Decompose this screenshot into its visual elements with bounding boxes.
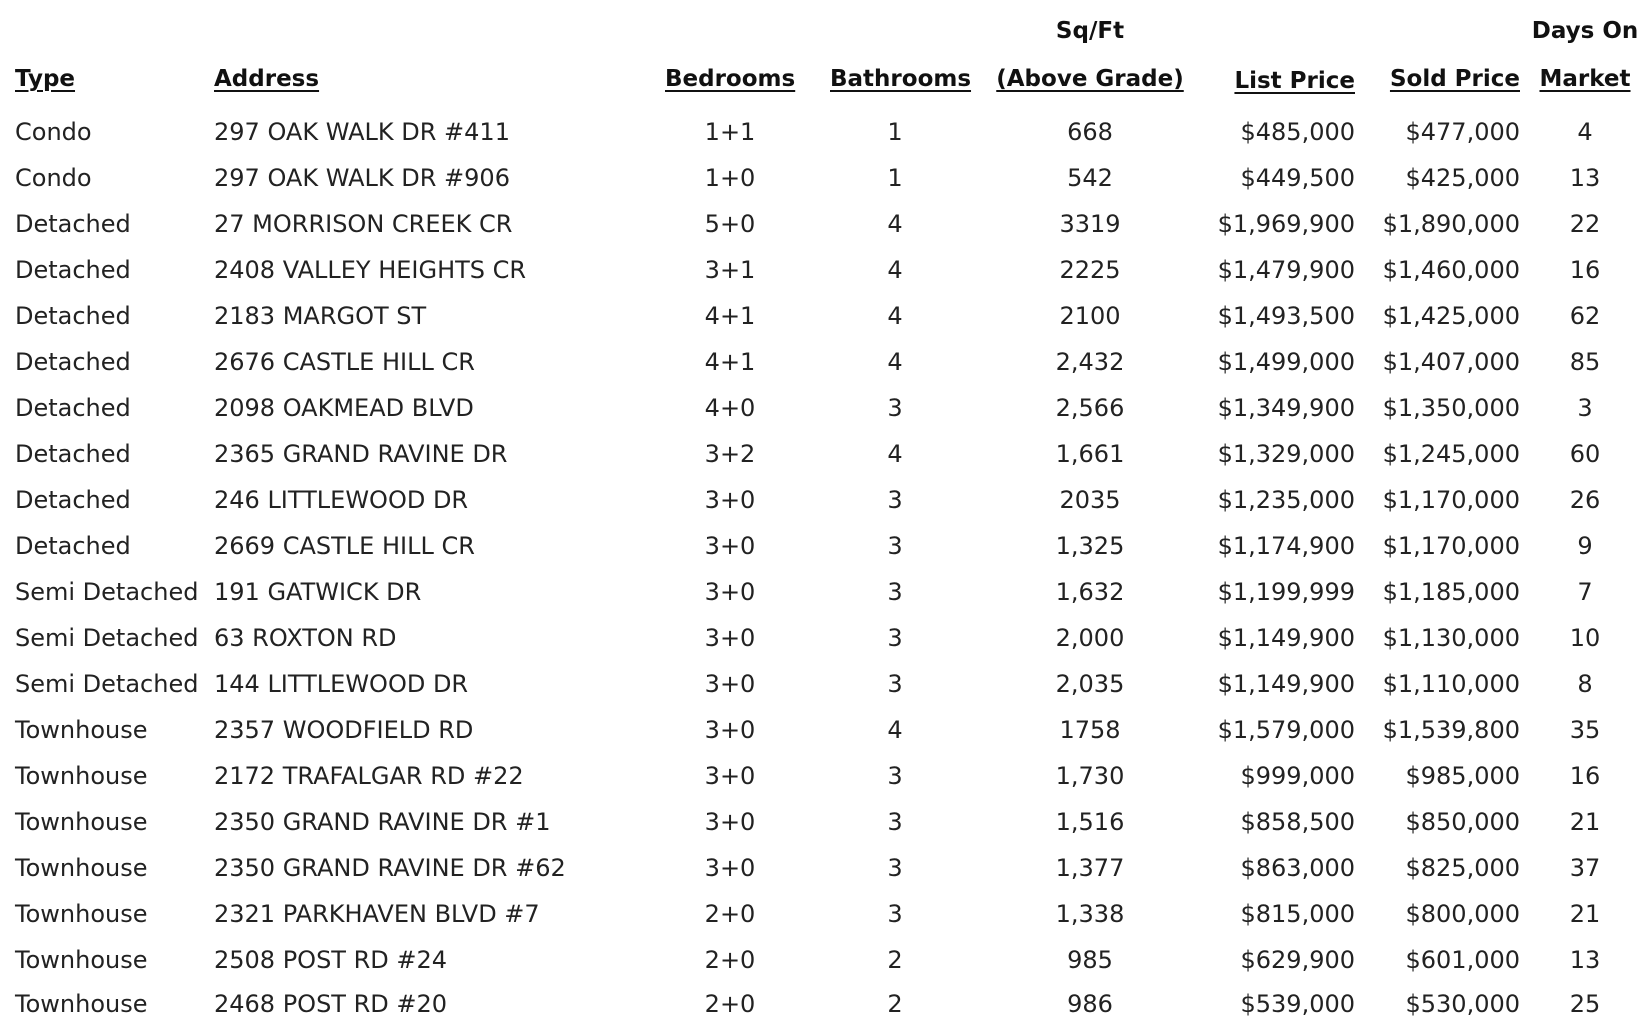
cell-days-on-market: 16 (1569, 256, 1601, 284)
cell-days-on-market: 26 (1569, 486, 1601, 514)
cell-days-on-market: 13 (1569, 946, 1601, 974)
cell-sqft: 2,566 (1055, 394, 1125, 422)
cell-sold-price: $1,130,000 (1382, 624, 1520, 652)
cell-days-on-market: 9 (1577, 532, 1593, 560)
table-row (0, 158, 1650, 204)
cell-sqft: 1,325 (1055, 532, 1125, 560)
cell-bathrooms: 3 (887, 624, 903, 652)
cell-sqft: 3319 (1059, 210, 1121, 238)
header-sold-price: Sold Price (1389, 66, 1520, 92)
cell-days-on-market: 13 (1569, 164, 1601, 192)
cell-list-price: $1,479,900 (1217, 256, 1355, 284)
cell-sold-price: $1,185,000 (1382, 578, 1520, 606)
cell-sqft: 1,661 (1055, 440, 1125, 468)
cell-address: 2183 MARGOT ST (214, 302, 427, 330)
header-sqft-bottom: (Above Grade) (996, 66, 1184, 92)
cell-sold-price: $1,539,800 (1382, 716, 1520, 744)
cell-address: 144 LITTLEWOOD DR (214, 670, 469, 698)
cell-sqft: 2225 (1059, 256, 1121, 284)
cell-bedrooms: 4+1 (704, 302, 756, 330)
cell-list-price: $1,199,999 (1217, 578, 1355, 606)
header-bathrooms: Bathrooms (830, 66, 972, 92)
cell-address: 2676 CASTLE HILL CR (214, 348, 475, 376)
table-row (0, 112, 1650, 158)
cell-bathrooms: 4 (887, 440, 903, 468)
cell-bedrooms: 2+0 (704, 946, 756, 974)
cell-bedrooms: 3+2 (704, 440, 756, 468)
cell-sold-price: $985,000 (1405, 762, 1520, 790)
header-sqft-top: Sq/Ft (1055, 18, 1125, 44)
cell-list-price: $629,900 (1240, 946, 1355, 974)
cell-sqft: 2,035 (1055, 670, 1125, 698)
cell-address: 2408 VALLEY HEIGHTS CR (214, 256, 527, 284)
table-row (0, 848, 1650, 894)
cell-days-on-market: 21 (1569, 808, 1601, 836)
table-row (0, 984, 1650, 1030)
cell-bedrooms: 3+0 (704, 532, 756, 560)
cell-sold-price: $477,000 (1405, 118, 1520, 146)
cell-bathrooms: 1 (887, 164, 903, 192)
cell-type: Townhouse (15, 900, 148, 928)
cell-days-on-market: 10 (1569, 624, 1601, 652)
cell-sqft: 1,338 (1055, 900, 1125, 928)
cell-type: Condo (15, 118, 92, 146)
cell-bedrooms: 3+0 (704, 762, 756, 790)
cell-days-on-market: 4 (1577, 118, 1593, 146)
header-dom-bottom: Market (1539, 66, 1631, 92)
cell-days-on-market: 62 (1569, 302, 1601, 330)
cell-bedrooms: 3+0 (704, 624, 756, 652)
cell-type: Townhouse (15, 990, 148, 1018)
cell-type: Detached (15, 302, 131, 330)
header-dom-top: Days On (1531, 18, 1639, 44)
cell-bathrooms: 4 (887, 210, 903, 238)
cell-type: Detached (15, 210, 131, 238)
cell-address: 297 OAK WALK DR #906 (214, 164, 510, 192)
cell-bedrooms: 3+0 (704, 578, 756, 606)
table-row (0, 802, 1650, 848)
cell-days-on-market: 22 (1569, 210, 1601, 238)
cell-list-price: $863,000 (1240, 854, 1355, 882)
cell-type: Townhouse (15, 946, 148, 974)
cell-sqft: 985 (1067, 946, 1113, 974)
cell-sold-price: $1,350,000 (1382, 394, 1520, 422)
cell-address: 2098 OAKMEAD BLVD (214, 394, 474, 422)
cell-sold-price: $1,110,000 (1382, 670, 1520, 698)
cell-bedrooms: 4+1 (704, 348, 756, 376)
cell-bedrooms: 3+0 (704, 670, 756, 698)
cell-type: Townhouse (15, 808, 148, 836)
table-row (0, 480, 1650, 526)
cell-days-on-market: 35 (1569, 716, 1601, 744)
cell-days-on-market: 21 (1569, 900, 1601, 928)
cell-list-price: $1,579,000 (1217, 716, 1355, 744)
cell-type: Detached (15, 394, 131, 422)
table-row (0, 204, 1650, 250)
table-row (0, 940, 1650, 986)
cell-type: Townhouse (15, 716, 148, 744)
cell-sold-price: $1,170,000 (1382, 486, 1520, 514)
cell-sold-price: $1,890,000 (1382, 210, 1520, 238)
cell-address: 2321 PARKHAVEN BLVD #7 (214, 900, 540, 928)
cell-bathrooms: 3 (887, 762, 903, 790)
cell-type: Townhouse (15, 854, 148, 882)
cell-sqft: 986 (1067, 990, 1113, 1018)
cell-list-price: $815,000 (1240, 900, 1355, 928)
cell-sqft: 1,730 (1055, 762, 1125, 790)
cell-bathrooms: 3 (887, 578, 903, 606)
cell-list-price: $1,149,900 (1217, 624, 1355, 652)
cell-bathrooms: 1 (887, 118, 903, 146)
cell-sold-price: $530,000 (1405, 990, 1520, 1018)
cell-bathrooms: 3 (887, 670, 903, 698)
cell-list-price: $449,500 (1240, 164, 1355, 192)
cell-sold-price: $850,000 (1405, 808, 1520, 836)
cell-address: 27 MORRISON CREEK CR (214, 210, 513, 238)
cell-list-price: $999,000 (1240, 762, 1355, 790)
cell-address: 2508 POST RD #24 (214, 946, 448, 974)
cell-address: 2357 WOODFIELD RD (214, 716, 474, 744)
cell-type: Semi Detached (15, 670, 199, 698)
cell-type: Detached (15, 486, 131, 514)
cell-days-on-market: 3 (1577, 394, 1593, 422)
cell-address: 191 GATWICK DR (214, 578, 422, 606)
header-type: Type (15, 66, 76, 92)
cell-type: Detached (15, 440, 131, 468)
cell-address: 2365 GRAND RAVINE DR (214, 440, 508, 468)
cell-sold-price: $425,000 (1405, 164, 1520, 192)
cell-bathrooms: 3 (887, 808, 903, 836)
cell-bathrooms: 3 (887, 854, 903, 882)
cell-days-on-market: 85 (1569, 348, 1601, 376)
cell-address: 2350 GRAND RAVINE DR #62 (214, 854, 566, 882)
cell-sold-price: $601,000 (1405, 946, 1520, 974)
table-row (0, 296, 1650, 342)
cell-days-on-market: 60 (1569, 440, 1601, 468)
cell-type: Detached (15, 532, 131, 560)
cell-sqft: 2035 (1059, 486, 1121, 514)
cell-bedrooms: 2+0 (704, 900, 756, 928)
cell-type: Townhouse (15, 762, 148, 790)
cell-list-price: $858,500 (1240, 808, 1355, 836)
cell-bedrooms: 1+1 (704, 118, 756, 146)
cell-type: Condo (15, 164, 92, 192)
cell-bathrooms: 3 (887, 532, 903, 560)
cell-bathrooms: 3 (887, 900, 903, 928)
cell-sold-price: $1,245,000 (1382, 440, 1520, 468)
cell-address: 2669 CASTLE HILL CR (214, 532, 475, 560)
cell-bedrooms: 2+0 (704, 990, 756, 1018)
header-address: Address (214, 66, 320, 92)
cell-bedrooms: 3+0 (704, 854, 756, 882)
table-row (0, 756, 1650, 802)
cell-list-price: $539,000 (1240, 990, 1355, 1018)
table-row (0, 664, 1650, 710)
cell-sold-price: $1,407,000 (1382, 348, 1520, 376)
cell-address: 246 LITTLEWOOD DR (214, 486, 469, 514)
cell-sqft: 1,516 (1055, 808, 1125, 836)
cell-address: 2172 TRAFALGAR RD #22 (214, 762, 524, 790)
cell-type: Detached (15, 348, 131, 376)
cell-sold-price: $1,425,000 (1382, 302, 1520, 330)
cell-sold-price: $1,460,000 (1382, 256, 1520, 284)
header-list-price: List Price (1234, 68, 1355, 94)
table-row (0, 894, 1650, 940)
cell-list-price: $1,493,500 (1217, 302, 1355, 330)
cell-list-price: $1,329,000 (1217, 440, 1355, 468)
table-row (0, 710, 1650, 756)
table-row (0, 618, 1650, 664)
cell-bathrooms: 2 (887, 990, 903, 1018)
cell-sqft: 1,632 (1055, 578, 1125, 606)
cell-type: Semi Detached (15, 578, 199, 606)
cell-days-on-market: 8 (1577, 670, 1593, 698)
cell-sqft: 1,377 (1055, 854, 1125, 882)
cell-sold-price: $800,000 (1405, 900, 1520, 928)
cell-sold-price: $1,170,000 (1382, 532, 1520, 560)
cell-bathrooms: 3 (887, 486, 903, 514)
cell-days-on-market: 7 (1577, 578, 1593, 606)
cell-bedrooms: 3+1 (704, 256, 756, 284)
cell-list-price: $485,000 (1240, 118, 1355, 146)
table-row (0, 388, 1650, 434)
cell-type: Detached (15, 256, 131, 284)
cell-bedrooms: 4+0 (704, 394, 756, 422)
cell-sqft: 2,000 (1055, 624, 1125, 652)
cell-sqft: 1758 (1059, 716, 1121, 744)
cell-list-price: $1,969,900 (1217, 210, 1355, 238)
cell-address: 297 OAK WALK DR #411 (214, 118, 510, 146)
cell-bathrooms: 2 (887, 946, 903, 974)
cell-bedrooms: 5+0 (704, 210, 756, 238)
table-row (0, 572, 1650, 618)
cell-sqft: 542 (1067, 164, 1113, 192)
cell-address: 63 ROXTON RD (214, 624, 397, 652)
cell-sqft: 2100 (1059, 302, 1121, 330)
cell-list-price: $1,149,900 (1217, 670, 1355, 698)
cell-sqft: 668 (1067, 118, 1113, 146)
cell-bathrooms: 4 (887, 348, 903, 376)
cell-bedrooms: 3+0 (704, 808, 756, 836)
cell-address: 2350 GRAND RAVINE DR #1 (214, 808, 551, 836)
cell-days-on-market: 16 (1569, 762, 1601, 790)
cell-bedrooms: 1+0 (704, 164, 756, 192)
cell-list-price: $1,349,900 (1217, 394, 1355, 422)
cell-bedrooms: 3+0 (704, 486, 756, 514)
cell-list-price: $1,235,000 (1217, 486, 1355, 514)
cell-days-on-market: 25 (1569, 990, 1601, 1018)
cell-list-price: $1,174,900 (1217, 532, 1355, 560)
cell-sold-price: $825,000 (1405, 854, 1520, 882)
cell-bathrooms: 3 (887, 394, 903, 422)
cell-days-on-market: 37 (1569, 854, 1601, 882)
cell-bedrooms: 3+0 (704, 716, 756, 744)
cell-sqft: 2,432 (1055, 348, 1125, 376)
table-row (0, 434, 1650, 480)
cell-list-price: $1,499,000 (1217, 348, 1355, 376)
table-row (0, 526, 1650, 572)
cell-bathrooms: 4 (887, 716, 903, 744)
table-row (0, 342, 1650, 388)
cell-type: Semi Detached (15, 624, 199, 652)
table-row (0, 250, 1650, 296)
header-bedrooms: Bedrooms (665, 66, 796, 92)
cell-bathrooms: 4 (887, 302, 903, 330)
cell-address: 2468 POST RD #20 (214, 990, 448, 1018)
cell-bathrooms: 4 (887, 256, 903, 284)
